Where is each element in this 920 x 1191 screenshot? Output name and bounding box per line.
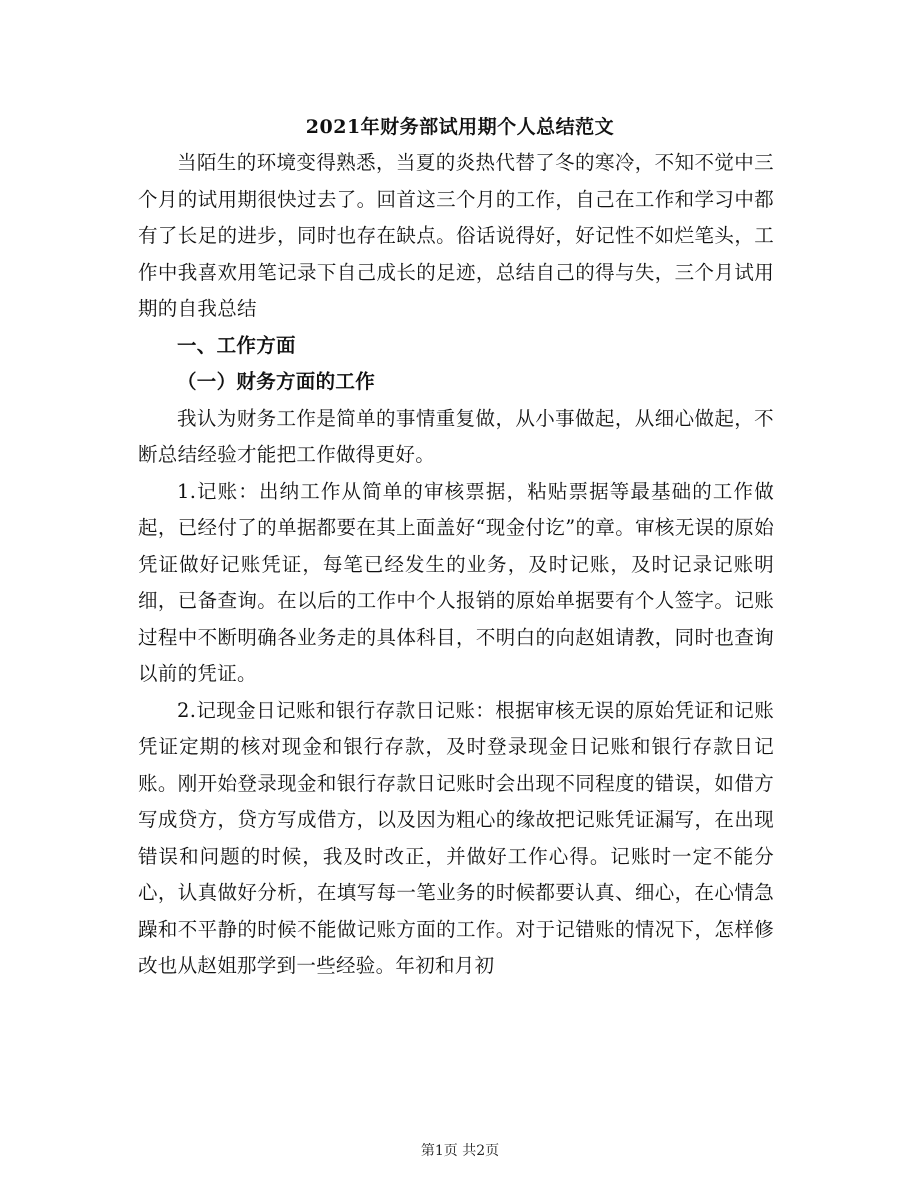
subsection-heading-finance: （一）财务方面的工作 — [177, 370, 376, 393]
paragraph-journals: 2.记现金日记账和银行存款日记账：根据审核无误的原始凭证和记账凭证定期的核对现金和银行存款，及时登录现金日记账和银行存款日记账。刚开始登录现金和银行存款日记账时会出现不同程度的错误，如借方写成贷方，贷方写成借方，以及因为粗心的缘故把记账凭证漏写，在出现错误和问题的时候，我及时改正，并做好工作心得。记账时一定不能分心，认真做好分析，在填写每一笔业务的时候都要认真、细心，在心情急躁和不平静的时候不能做记账方面的工作。对于记错账的情况下，怎样修改也从赵姐那学到一些经验。年初和月初 — [138, 698, 774, 977]
page-number-footer: 第1页 共2页 — [420, 1143, 500, 1159]
paragraph-bookkeeping: 1.记账：出纳工作从简单的审核票据，粘贴票据等最基础的工作做起，已经付了的单据都要在其上面盖好“现金付讫”的章。审核无误的原始凭证做好记账凭证，每笔已经发生的业务，及时记账，及时记录记账明细，已备查询。在以后的工作中个人报销的原始单据要有个人签字。记账过程中不断明确各业务走的具体科目，不明白的向赵姐请教，同时也查询以前的凭证。 — [138, 479, 774, 685]
document-title: 2021年财务部试用期个人总结范文 — [305, 116, 615, 138]
paragraph-finance-principle: 我认为财务工作是简单的事情重复做，从小事做起，从细心做起，不断总结经验才能把工作做得更好。 — [138, 406, 774, 466]
document-body — [138, 145, 774, 985]
section-heading-work: 一、工作方面 — [177, 333, 296, 357]
intro-paragraph: 当陌生的环境变得熟悉，当夏的炎热代替了冬的寒冷，不知不觉中三个月的试用期很快过去了。回首这三个月的工作，自己在工作和学习中都有了长足的进步，同时也存在缺点。俗话说得好，好记性不如烂笔头，工作中我喜欢用笔记录下自己成长的足迹，总结自己的得与失，三个月试用期的自我总结 — [138, 151, 774, 320]
